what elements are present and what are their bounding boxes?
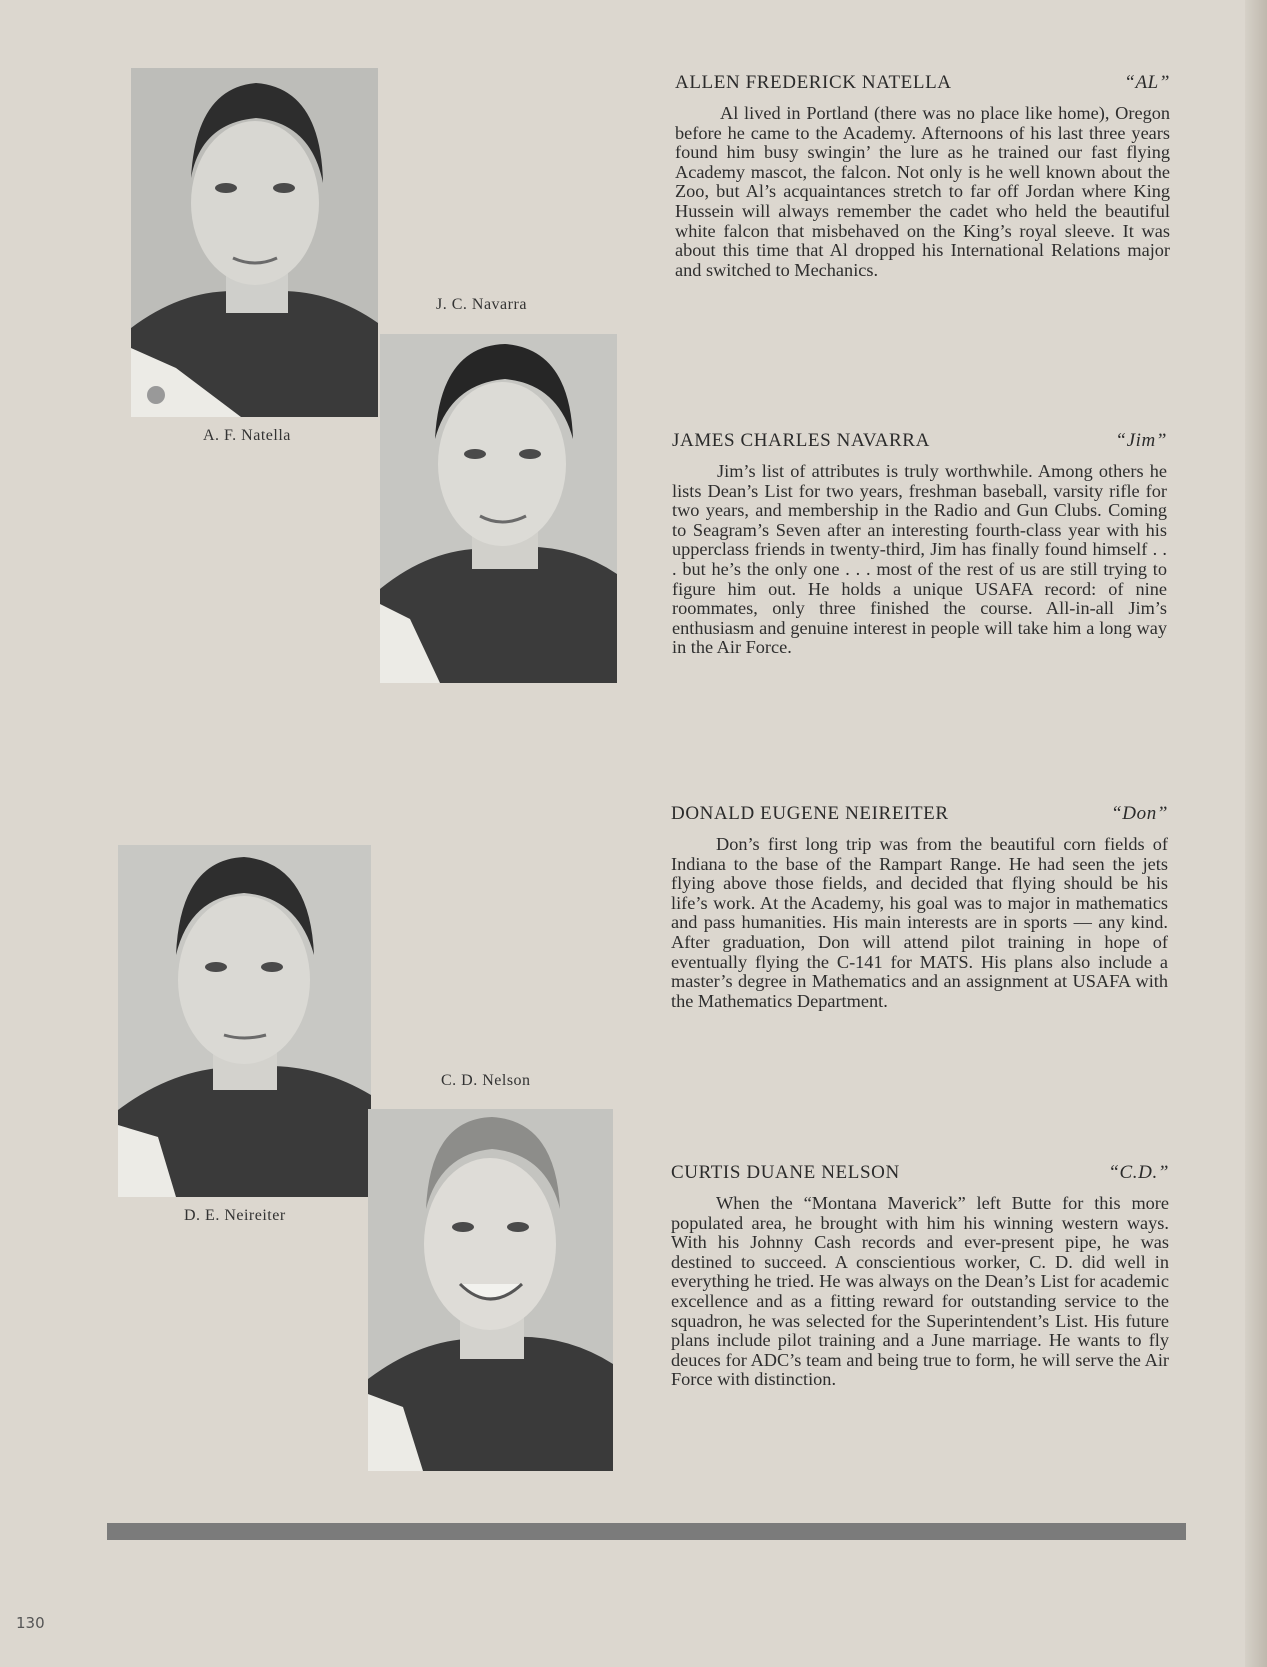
bio-header <box>675 72 1170 94</box>
bio-nickname: “Jim” <box>1115 430 1167 451</box>
portrait-photo-natella <box>131 68 378 417</box>
page-edge-shadow <box>1245 0 1267 1667</box>
bio-name: DONALD EUGENE NEIREITER <box>671 803 949 824</box>
bio-text: Al lived in Portland (there was no place like home), Oregon before he came to the Academy. Afternoons of his last three years found him busy swingin’ the lure as he trained our fast flying Academy mascot, the falcon. Not only is he well known about the Zoo, but Al’s acquaintances stretch to far off Jordan where King Hussein will always remember the cadet who held the beautiful white falcon that misbehaved on the King’s royal sleeve. It was about this time that Al dropped his International Relations major and switched to Mechanics. <box>675 103 1170 280</box>
bio-name: JAMES CHARLES NAVARRA <box>672 430 930 451</box>
horizontal-rule <box>107 1523 1186 1540</box>
caption-navarra: J. C. Navarra <box>436 296 527 313</box>
caption-natella: A. F. Natella <box>203 427 291 444</box>
caption-neireiter: D. E. Neireiter <box>184 1207 286 1224</box>
bio-text: When the “Montana Maverick” left Butte for this more populated area, he brought with him his winning western ways. With his Johnny Cash records and ever-present pipe, he was destined to succeed. A conscientious worker, C. D. did well in everything he tried. He was always on the Dean’s List for academic excellence and as a fitting reward for outstanding service to the squadron, he was selected for the Superintendent’s List. His future plans include pilot training and a June marriage. He wants to fly deuces for ADC’s team and being true to form, he will serve the Air Force with distinction. <box>671 1193 1169 1390</box>
bio-neireiter <box>671 803 1168 1011</box>
bio-header <box>671 803 1168 825</box>
bio-name: CURTIS DUANE NELSON <box>671 1162 900 1183</box>
bio-header <box>671 1162 1169 1184</box>
bio-header <box>672 430 1167 452</box>
bio-name: ALLEN FREDERICK NATELLA <box>675 72 952 93</box>
bio-nickname: “AL” <box>1124 72 1170 93</box>
bio-nelson <box>671 1162 1169 1390</box>
bio-nickname: “Don” <box>1111 803 1168 824</box>
portrait-photo-navarra <box>380 334 617 683</box>
caption-nelson: C. D. Nelson <box>441 1072 531 1089</box>
bio-natella <box>675 72 1170 280</box>
bio-text: Jim’s list of attributes is truly worthwhile. Among others he lists Dean’s List for two years, freshman baseball, varsity rifle for two years, and membership in the Radio and Gun Clubs. Coming to Seagram’s Seven after an interesting fourth-class year with his upperclass friends in twenty-third, Jim has finally found himself . . . but he’s the only one . . . most of the rest of us are still trying to figure him out. He holds a unique USAFA record: of nine roommates, only three finished the course. All-in-all Jim’s enthusiasm and genuine interest in people will take him a long way in the Air Force. <box>672 461 1167 658</box>
portrait-photo-nelson <box>368 1109 613 1471</box>
portrait-photo-neireiter <box>118 845 371 1197</box>
bio-text: Don’s first long trip was from the beautiful corn fields of Indiana to the base of the Rampart Range. He had seen the jets flying above those fields, and decided that flying should be his life’s work. At the Academy, his goal was to major in mathematics and pass humanities. His main interests are in sports — any kind. After graduation, Don will attend pilot training in hope of eventually flying the C-141 for MATS. His plans also include a master’s degree in Mathematics and an assignment at USAFA with the Mathematics Department. <box>671 834 1168 1011</box>
page-number: 130 <box>16 1614 45 1632</box>
bio-navarra <box>672 430 1167 658</box>
bio-nickname: “C.D.” <box>1108 1162 1169 1183</box>
